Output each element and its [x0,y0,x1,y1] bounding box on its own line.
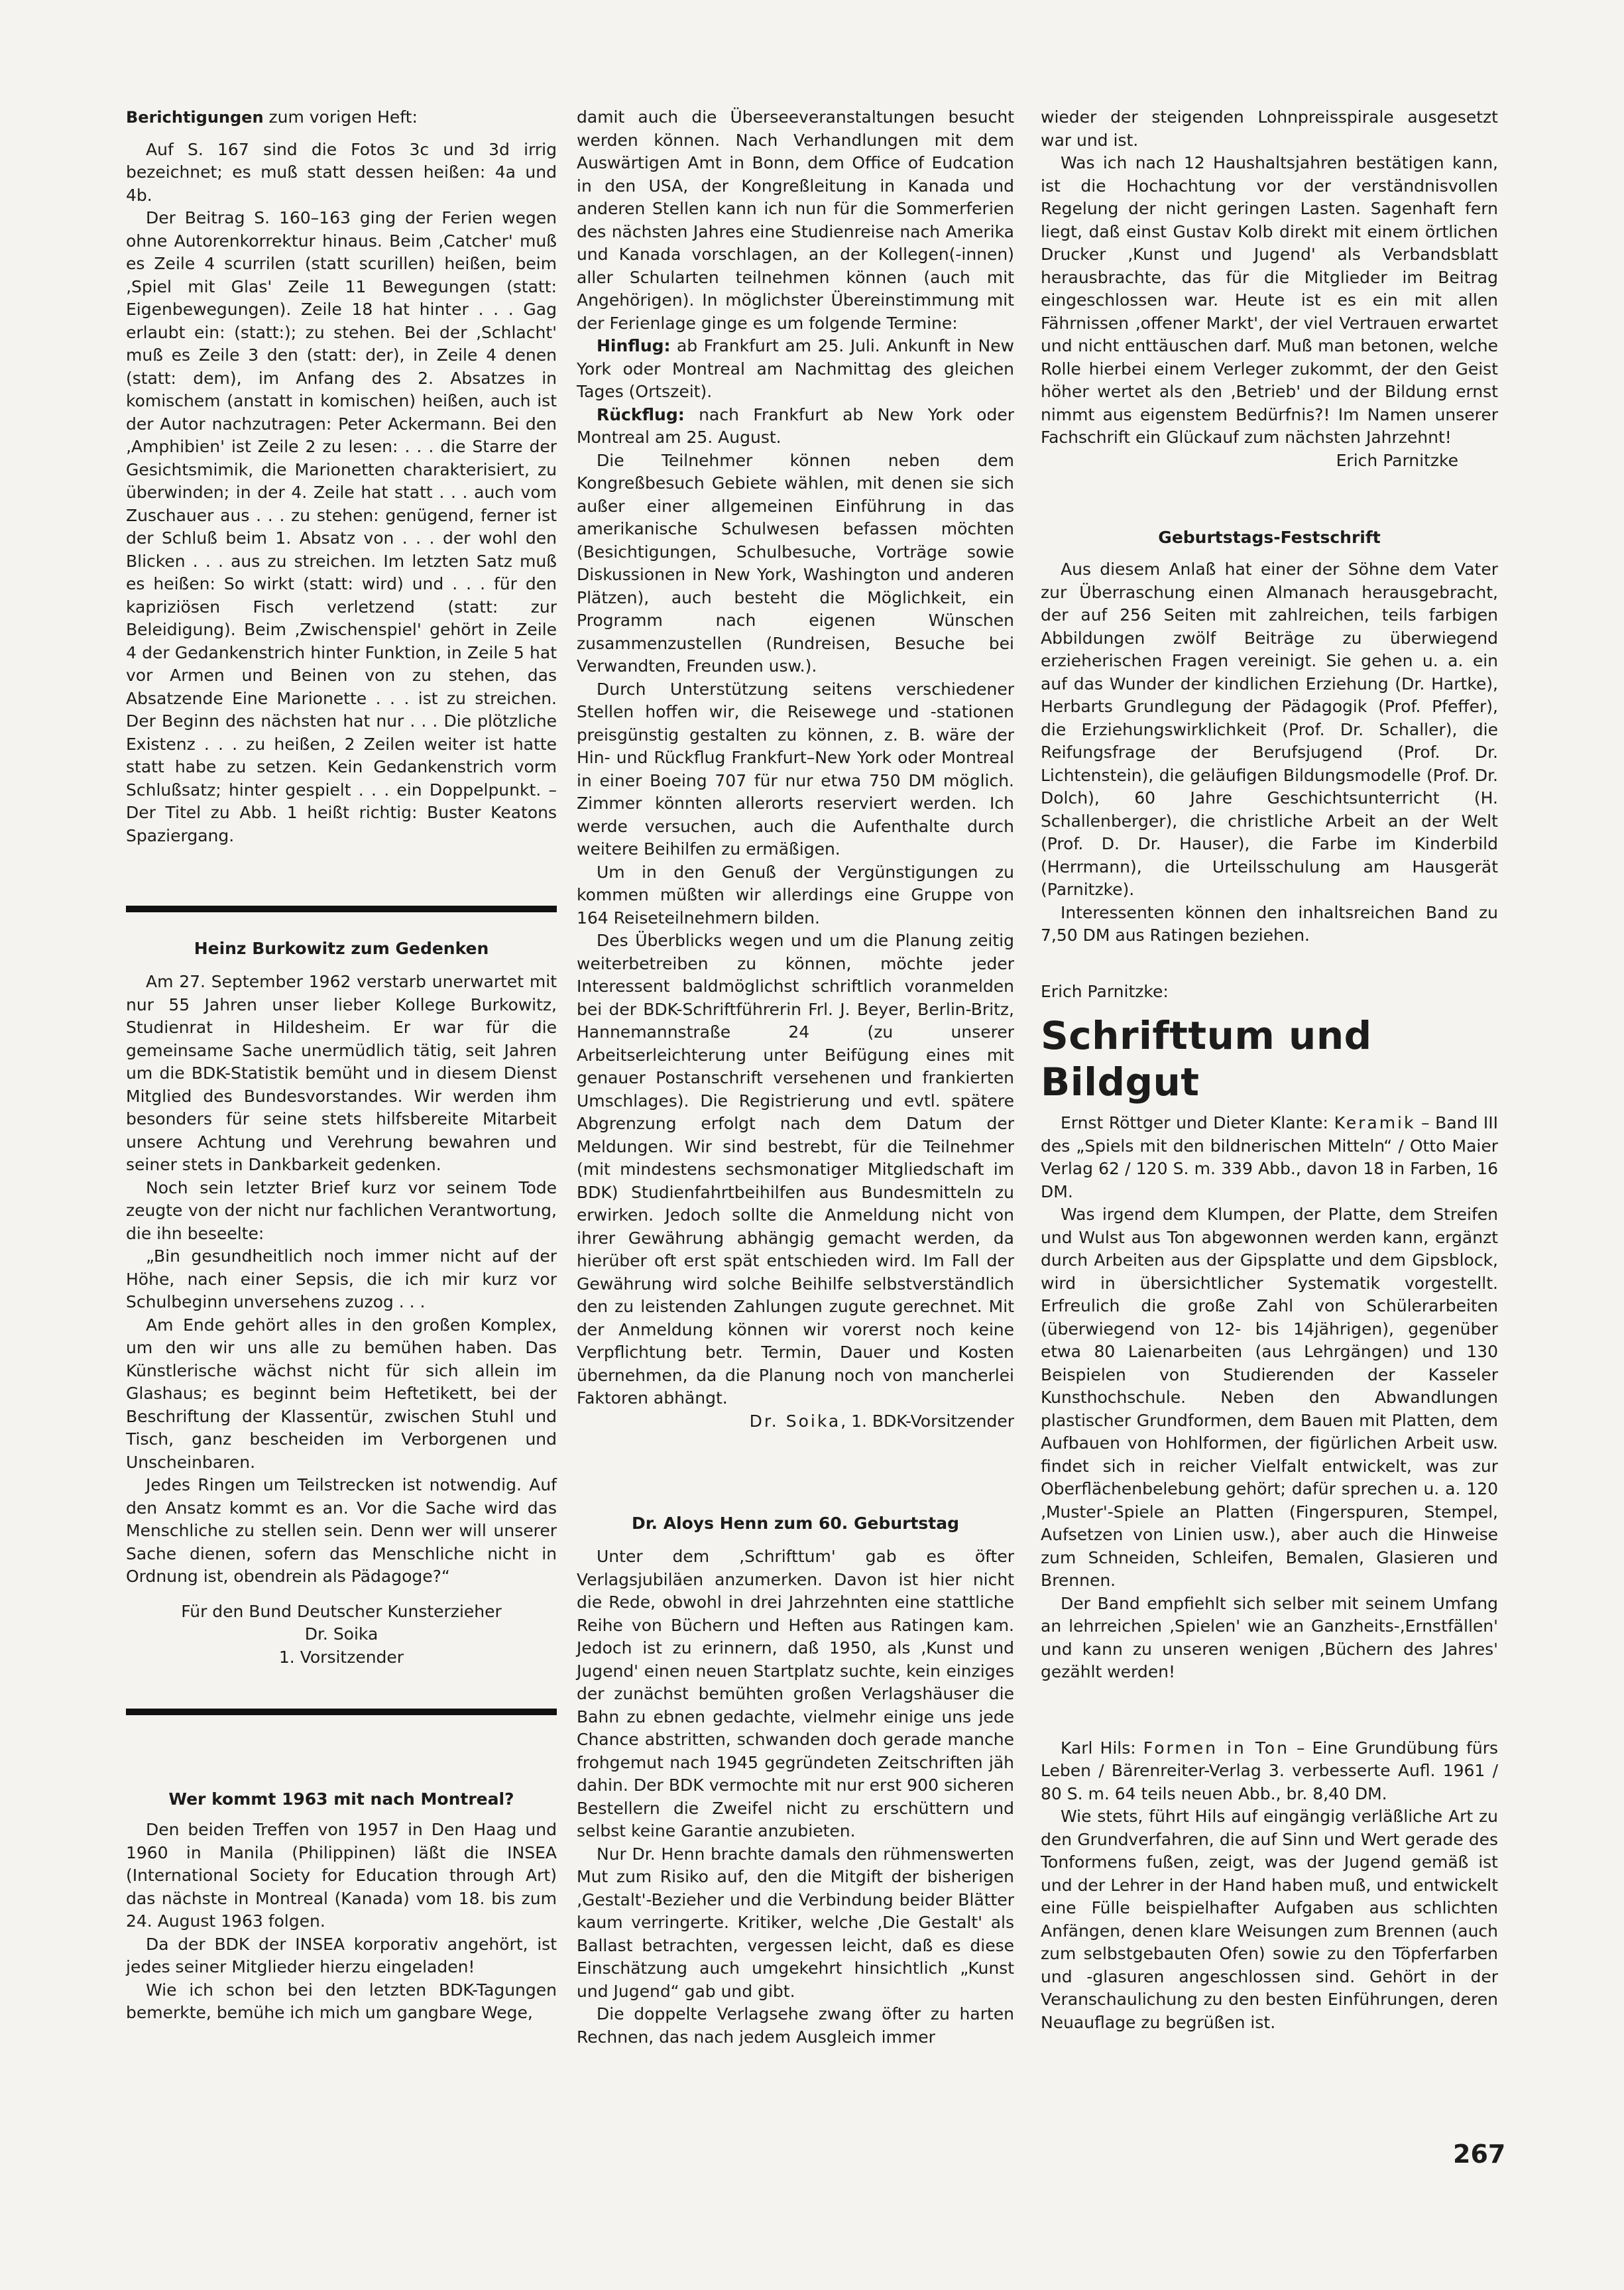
schrifttum-author: Erich Parnitzke: [1041,981,1169,1001]
book-details: – Band III des „Spiels mit den bildnerischen Mitteln“ / Otto Maier Verlag 62 / 120 S. m. 339 Abb., davon 18 in Farben, 16 DM. [1041,1113,1498,1201]
montreal-continued: damit auch die Überseeveranstaltungen besucht werden können. Nach Verhandlungen mit dem Auswärtigen Amt in Bonn, dem Office of Eudcation in den USA, der Kongreßleitung in Kanada und anderen Stellen kann ich nun für die Sommerferien des nächsten Jahres eine Studienreise nach Amerika und Kanada vorschlagen, an der Kollegen(-innen) aller Schularten teilnehmen können (auch mit Angehörigen). In möglichster Übereinstimmung mit der Ferienlage ginge es um folgende Termine: [577,107,1014,333]
montreal-title: Wer kommt 1963 mit nach Montreal? [168,1789,514,1809]
montreal-paragraph: Durch Unterstützung seitens verschiedener Stellen hoffen wir, die Reisewege und -stationen preisgünstig gestalten zu können, z. B. wäre der Hin- und Rückflug Frankfurt–New York oder Montreal in einer Boeing 707 für nur etwa 750 DM möglich. Zimmer könnten allerorts reserviert werden. Ich werde versuchen, auch die Aufenthalte durch weitere Beihilfen zu ermäßigen. [577,679,1014,859]
burkowitz-quote: „Bin gesundheitlich noch immer nicht auf der Höhe, nach einer Sepsis, die ich mir kurz vor Schulbeginn unversehens zuzog . . . [126,1246,557,1311]
henn-continued: wieder der steigenden Lohnpreisspirale ausgesetzt war und ist. [1041,107,1498,150]
burkowitz-quote: Jedes Ringen um Teilstrecken ist notwendig. Auf den Ansatz kommt es an. Vor die Sache wird das Menschliche zu stellen sein. Denn wer will unserer Sache dienen, sofern das Menschliche nicht in Ordnung ist, obendrein als Pädagoge?“ [126,1475,557,1586]
montreal-paragraph: Wie ich schon bei den letzten BDK-Tagungen bemerkte, bemühe ich mich um gangbare Wege, [126,1980,557,2022]
burkowitz-paragraph: Noch sein letzter Brief kurz vor seinem Tode zeugte von der nicht nur fachlichen Verantwortung, die ihn beseelte: [126,1177,557,1243]
burkowitz-signature-org: Für den Bund Deutscher Kunsterzieher [181,1601,502,1621]
corrections-paragraph: Der Beitrag S. 160–163 ging der Ferien wegen ohne Autorenkorrektur hinaus. Beim ‚Catcher' muß es Zeile 4 scurrilen (statt scurillen) heißen, beim ‚Spiel mit Glas' Zeile 11 Bewegungen (statt: Eigenbewegungen). Zeile 18 hat hinter . . . Gag erlaubt ein: (statt:); zu stehen. Bei der ‚Schlacht' muß es Zeile 3 den (statt: der), in Zeile 4 denen (statt: dem), im Anfang des 2. Absatzes in komischem (anstatt in komischen) heißen, auch ist der Autor nachzutragen: Peter Ackermann. Bei den ‚Amphibien' ist Zeile 2 zu lesen: . . . die Starre der Gesichtsmimik, die Marionetten charakterisiert, zu überwinden; in der 4. Zeile hat statt . . . auch vom Zuschauer aus . . . zu stehen: genügend, ferner ist der Schluß beim 1. Absatz von . . . der wohl den Blicken . . . aus zu streichen. Im letzten Satz muß es heißen: So wirkt (statt: wird) und . . . für den kapriziösen Fisch verletzend (statt: zur Beleidigung). Beim ‚Zwischenspiel' gehört in Zeile 4 der Gedankenstrich hinter Funktion, in Zeile 5 hat vor Armen und Beinen von zu stehen, das Absatzende Eine Marionette . . . ist zu streichen. Der Beginn des nächsten hat nur . . . Die plötzliche Existenz . . . zu heißen, 2 Zeilen weiter ist hatte statt habe zu setzen. Kein Gedankenstrich vorm Schlußsatz; hinter gespielt . . . ein Doppelpunkt. – Der Titel zu Abb. 1 heißt richtig: Buster Keatons Spaziergang. [126,208,557,845]
page-number: 267 [1453,2139,1506,2169]
book-details: – Eine Grundübung fürs Leben / Bärenreiter-Verlag 3. verbesserte Aufl. 1961 / 80 S. m. 64 teils neuen Abb., br. 8,40 DM. [1041,1738,1498,1803]
burkowitz-title: Heinz Burkowitz zum Gedenken [194,939,489,958]
corrections-label: Berichtigungen [126,108,264,127]
montreal-paragraph: Des Überblicks wegen und um die Planung zeitig weiterbetreiben zu können, möchte jeder Interessent baldmöglichst schriftlich voranmelden bei der BDK-Schriftführerin Frl. J. Beyer, Berlin-Britz, Hannemannstraße 24 (zu unserer Arbeitserleichterung unter Beifügung eines mit genauer Postanschrift versehenen und frankierten Umschlages). Die Registrierung und evtl. spätere Abgrenzung erfolgt nach dem Datum der Meldungen. Wir sind bestrebt, für die Teilnehmer (mit mindestens sechsmonatiger Mitgliedschaft im BDK) Studienfahrtbeihilfen aus Bundesmitteln zu erwirken. Jedoch sollte die Anmeldung nicht von ihrer Gewährung abhängig gemacht werden, da hierüber oft erst spät entschieden wird. Im Fall der Gewährung wird solche Beihilfe selbstverständlich den zu leistenden Zahlungen zugute gerechnet. Mit der Anmeldung können wir vorerst noch keine Verpflichtung betr. Termin, Dauer und Kosten übernehmen, da die Planung noch von mancherlei Faktoren abhängt. [577,931,1014,1408]
column-middle [577,106,1014,2049]
column-left [126,106,557,2025]
book-reference-formen [1041,1737,1498,1806]
henn-title: Dr. Aloys Henn zum 60. Geburtstag [631,1514,959,1533]
henn-paragraph: Unter dem ‚Schrifttum' gab es öfter Verlagsjubiläen anzumerken. Davon ist hier nicht die Rede, obwohl in drei Jahrzehnten eine stattliche Reihe von Büchern und Heften aus Ratingen kam. Jedoch ist zu erinnern, daß 1950, als ‚Kunst und Jugend' einen neuen Startplatz suchte, kein einziges der zunächst bemühten großen Verlagshäuser die Bahn zu ebnen gedachte, vielmehr einige uns jede Chance abstritten, schwanden doch gerade manche frohgemut nach 1945 gegründeten Zeitschriften jäh dahin. Der BDK vermochte mit nur erst 900 sicheren Bestellern die Zweifel nicht zu erschüttern und selbst keine Garantie anzubieten. [577,1547,1014,1840]
review-paragraph: Was irgend dem Klumpen, der Platte, dem Streifen und Wulst aus Ton abgewonnen werden kann, ergänzt durch Arbeiten aus der Gipsplatte und dem Gipsblock, wird in übersichtlicher Systematik vorgestellt. Erfreulich die große Zahl von Schülerarbeiten (überwiegend von 12- bis 14jährigen), gegenüber etwa 80 Laienarbeiten (aus Lehrgängen) und 130 Beispielen von Studierenden der Kasseler Kunsthochschule. Neben den Abwandlungen plastischer Grundformen, dem Bauen mit Platten, dem Aufbauen von Hohlformen, der figürlichen Arbeit usw. findet sich in reicher Vielfalt entwickelt, was zur Oberflächenbelebung gehört; dafür sprechen u. a. 120 ‚Muster'-Spiele an Platten (Fingerspuren, Stempel, Aufsetzen von Linien usw.), aber auch die Hinweise zum Schneiden, Schleifen, Bemalen, Glasieren und Brennen. [1041,1205,1498,1590]
return-label: Rückflug: [597,404,685,424]
montreal-return [577,404,1014,450]
review-paragraph: Wie stets, führt Hils auf eingängig verläßliche Art zu den Grundverfahren, die auf Sinn und Wert gerade des Tonformens fußen, zeigt, was der Jugend gemäß ist und der Lehrer in der Hand haben muß, und entwickelt eine Fülle beispielhafter Aufgaben aus schlichten Anfängen, denen klare Weisungen zum Brennen (auch zum selbstgebauten Ofen) sowie zu den Töpferfarben und -glasuren angeschlossen sind. Gehört in der Veranschaulichung zu den besten Einführungen, deren Neuauflage zu begrüßen ist. [1041,1807,1498,2032]
outbound-text: ab Frankfurt am 25. Juli. Ankunft in New York oder Montreal am Nachmittag des gleichen Tages (Ortszeit). [577,336,1014,401]
corrections-paragraph: Auf S. 167 sind die Fotos 3c und 3d irrig bezeichnet; es muß statt dessen heißen: 4a und 4b. [126,139,557,205]
outbound-label: Hinflug: [597,336,671,355]
festschrift-paragraph: Aus diesem Anlaß hat einer der Söhne dem Vater zur Überraschung einen Almanach herausgebracht, der auf 256 Seiten mit zahlreichen, teils farbigen Abbildungen zwölf Beiträge zu überwiegend erzieherischen Fragen vereinigt. Sie gehen u. a. ein auf das Wunder der kindlichen Erziehung (Dr. Hartke), Herbarts Grundlegung der Pädagogik (Prof. Pfeffer), die Erziehungswirklichkeit (Prof. Dr. Schaller), die Reifungsfrage der Berufsjugend (Prof. Dr. Lichtenstein), die geläufigen Bildungsmodelle (Prof. Dr. Dolch), 60 Jahre Geschichtsunterricht (H. Schallenberger), die christliche Arbeit an der Welt (Prof. D. Dr. Hauser), die Farbe im Kinderbild (Herrmann), die Urteilsschulung am Hausgerät (Parnitzke). [1041,560,1498,899]
corrections-label-rest: zum vorigen Heft: [263,107,418,127]
section-divider [126,906,557,912]
book-authors: Ernst Röttger und Dieter Klante: [1061,1113,1334,1132]
burkowitz-quote: Am Ende gehört alles in den großen Komplex, um den wir uns alle zu bemühen haben. Das Künstlerische wächst nicht für sich allein im Glashaus; es beginnt beim Heftetikett, bei der Beschriftung der Klassentür, zwischen Stuhl und Tisch, ganz bescheiden im Verborgenen und Unscheinbaren. [126,1315,557,1472]
schrifttum-title: Schrifttum und Bildgut [1041,1013,1372,1105]
montreal-paragraph: Da der BDK der INSEA korporativ angehört, ist jedes seiner Mitglieder hierzu eingeladen! [126,1934,557,1976]
henn-paragraph: Die doppelte Verlagsehe zwang öfter zu harten Rechnen, das nach jedem Ausgleich immer [577,2004,1014,2047]
festschrift-title: Geburtstags-Festschrift [1158,528,1381,547]
henn-paragraph: Nur Dr. Henn brachte damals den rühmenswerten Mut zum Risiko auf, den die Mitgift der bisherigen ‚Gestalt'-Bezieher und die Verbindung beider Blätter kaum verringerte. Kritiker, welche ‚Die Gestalt' als Ballast betrachten, vergessen leicht, daß es diese Einschätzung auch umgekehrt hinsichtlich „Kunst und Jugend“ gab und gibt. [577,1844,1014,2001]
burkowitz-signature-role: 1. Vorsitzender [278,1647,404,1667]
montreal-paragraph: Um in den Genuß der Vergünstigungen zu kommen müßten wir allerdings eine Gruppe von 164 Reiseteilnehmern bilden. [577,862,1014,928]
montreal-outbound [577,335,1014,404]
festschrift-paragraph: Interessenten können den inhaltsreichen Band zu 7,50 DM aus Ratingen beziehen. [1041,902,1498,945]
montreal-signature-role: , 1. BDK-Vorsitzender [841,1411,1014,1431]
book-reference-keramik [1041,1112,1498,1203]
montreal-paragraph: Den beiden Treffen von 1957 in Den Haag und 1960 in Manila (Philippinen) läßt die INSEA (International Society for Education through Art) das nächste in Montreal (Kanada) vom 18. bis zum 24. August 1963 folgen. [126,1820,557,1931]
burkowitz-signature-name: Dr. Soika [304,1624,378,1644]
review-paragraph: Der Band empfiehlt sich selber mit seinem Umfang an lehrreichen ‚Spielen' wie an Ganzheits-‚Ernstfällen' und kann zu unseren wenigen ‚Büchern des Jahres' gezählt werden! [1041,1593,1498,1681]
montreal-signature-name: Dr. Soika [749,1411,841,1431]
section-divider [126,1709,557,1715]
return-text: nach Frankfurt ab New York oder Montreal am 25. August. [577,404,1014,447]
book-title: Keramik [1334,1113,1416,1132]
book-authors: Karl Hils: [1061,1738,1143,1758]
burkowitz-paragraph: Am 27. September 1962 verstarb unerwartet mit nur 55 Jahren unser lieber Kollege Burkowitz, Studienrat in Hildesheim. Er war für die gemeinsame Sache unermüdlich tätig, seit Jahren um die BDK-Statistik bemüht und in diesem Dienst Mitglied des Bundesvorstandes. Wir werden ihm besonders für seine stets hilfsbereite Mitarbeit unsere Achtung und Verehrung bewahren und seiner stets in Dankbarkeit gedenken. [126,972,557,1174]
montreal-paragraph: Die Teilnehmer können neben dem Kongreßbesuch Gebiete wählen, mit denen sie sich außer einer allgemeinen Einführung in das amerikanische Schulwesen befassen möchten (Besichtigungen, Schulbesuche, Vorträge sowie Diskussionen in New York, Washington und anderen Plätzen), auch besteht die Möglichkeit, ein Programm nach eigenen Wünschen zusammenzustellen (Rundreisen, Besuche bei Verwandten, Freunden usw.). [577,450,1014,676]
corrections-heading [126,106,557,129]
column-right [1041,106,1498,2034]
henn-signature: Erich Parnitzke [1336,450,1458,470]
montreal-signature [577,1410,1014,1433]
book-title: Formen in Ton [1143,1738,1289,1758]
henn-continued: Was ich nach 12 Haushaltsjahren bestätigen kann, ist die Hochachtung vor der verständnisvollen Regelung der nicht geringen Lasten. Sagenhaft fern liegt, daß einst Gustav Kolb direkt mit einem örtlichen Drucker ‚Kunst und Jugend' als Verbandsblatt herausbrachte, das für die Mitglieder im Beitrag eingeschlossen war. Heute ist es ein mit allen Fährnissen ‚offener Markt', der viel Vertrauen erwartet und nicht enttäuschen darf. Muß man betonen, welche Rolle hierbei einem Verleger zukommt, der den Geist höher wertet als den ‚Betrieb' und der Bildung ernst nimmt aus eigenstem Bedürfnis?! Im Namen unserer Fachschrift ein Glückauf zum nächsten Jahrzehnt! [1041,153,1498,447]
